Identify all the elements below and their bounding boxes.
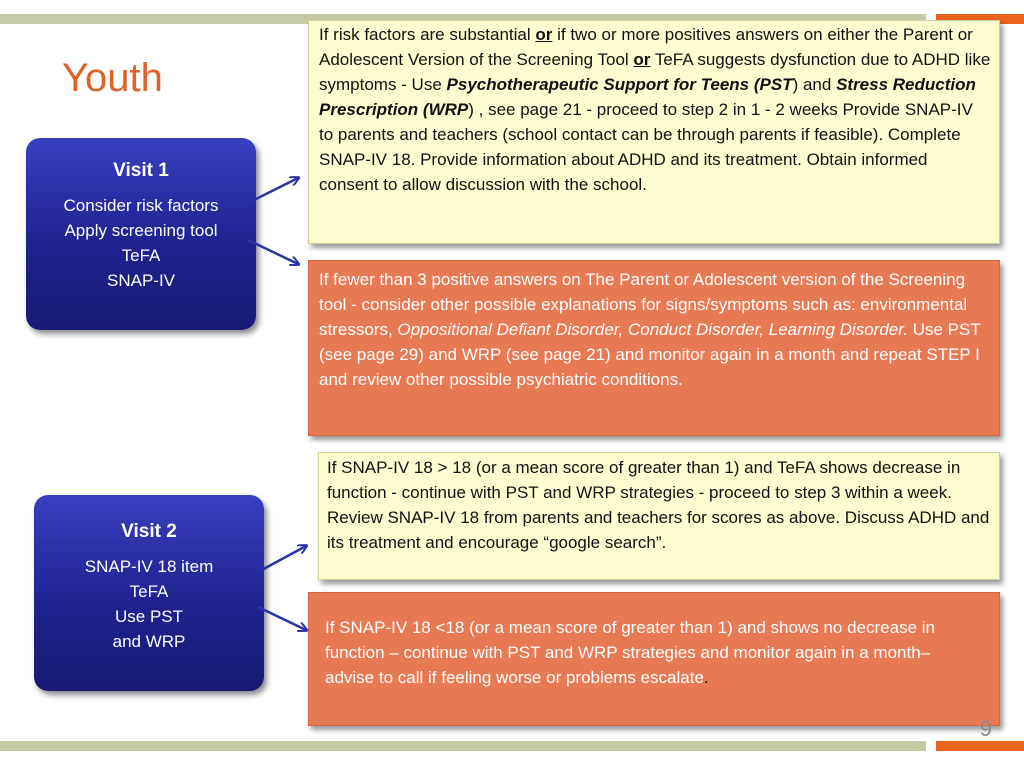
visit-1-line: SNAP-IV: [106, 271, 176, 290]
visit-2-line: TeFA: [129, 582, 169, 601]
box3-text: If SNAP-IV 18 > 18 (or a mean score of greater than 1) and TeFA shows decrease in function - continue with PST and WRP strategies - proceed to step 3 within a week. Review SNAP-IV 18 from parents and teachers for scores as above. Discuss ADHD and its treatment and encourage “google search”.: [327, 458, 990, 552]
visit-2-line: SNAP-IV 18 item: [84, 557, 214, 576]
box4-text: If SNAP-IV 18 <18 (or a mean score of greater than 1) and shows no decrease in function – continue with PST and WRP strategies and monitor again in a month– advise to call if feeling worse or problems escalate: [325, 618, 935, 687]
box1-text: ) , see page 21 - proceed to step 2 in 1 - 2 weeks Provide SNAP-IV to parents and teachers (school contact can be through parents if feasible). Complete SNAP-IV 18. Provide information about ADHD and its treatment. Obtain informed consent to allow discussion with the school.: [319, 100, 973, 194]
box1-srp: Stress Reduction Prescription (WRP: [319, 75, 976, 119]
arrow-icon: [258, 546, 306, 572]
box1-pst: Psychotherapeutic Support for Teens (PST: [446, 75, 793, 94]
box1-text: ) and: [792, 75, 837, 94]
box2-text: Use PST (see page 29) and WRP (see page 21) and monitor again in a month and repeat STEP I and review other possible psychiatric conditions.: [319, 320, 981, 389]
visit-2-line: and WRP: [112, 632, 186, 651]
visit-1-line: TeFA: [121, 246, 161, 265]
page-number: 9: [979, 716, 992, 741]
box1-or: or: [633, 50, 651, 69]
visit-1-line: Apply screening tool: [64, 221, 218, 240]
visit-1-line: Consider risk factors: [63, 196, 219, 215]
box1-or: or: [535, 25, 553, 44]
box2-text: If fewer than 3 positive answers on The Parent or Adolescent version of the Screening tool - consider other possible explanations for signs/symptoms such as: environmental stressors,: [319, 270, 968, 339]
arrow-icon: [248, 240, 298, 264]
visit-1-heading: Visit 1: [113, 160, 169, 181]
box1-text: If risk factors are substantial: [319, 25, 536, 44]
visit-2-line: Use PST: [114, 607, 184, 626]
box1-text: if two or more positives answers on either the Parent or Adolescent Version of the Screening Tool: [319, 25, 973, 69]
page-title: Youth: [62, 56, 163, 100]
arrow-icon: [258, 607, 306, 630]
box1-text: TeFA suggests dysfunction due to ADHD like symptoms - Use: [319, 50, 991, 94]
visit-2-heading: Visit 2: [121, 521, 177, 542]
box2-italic: Oppositional Defiant Disorder, Conduct Disorder, Learning Disorder.: [397, 320, 908, 339]
box4-period: .: [703, 668, 709, 687]
arrow-icon: [248, 178, 298, 203]
